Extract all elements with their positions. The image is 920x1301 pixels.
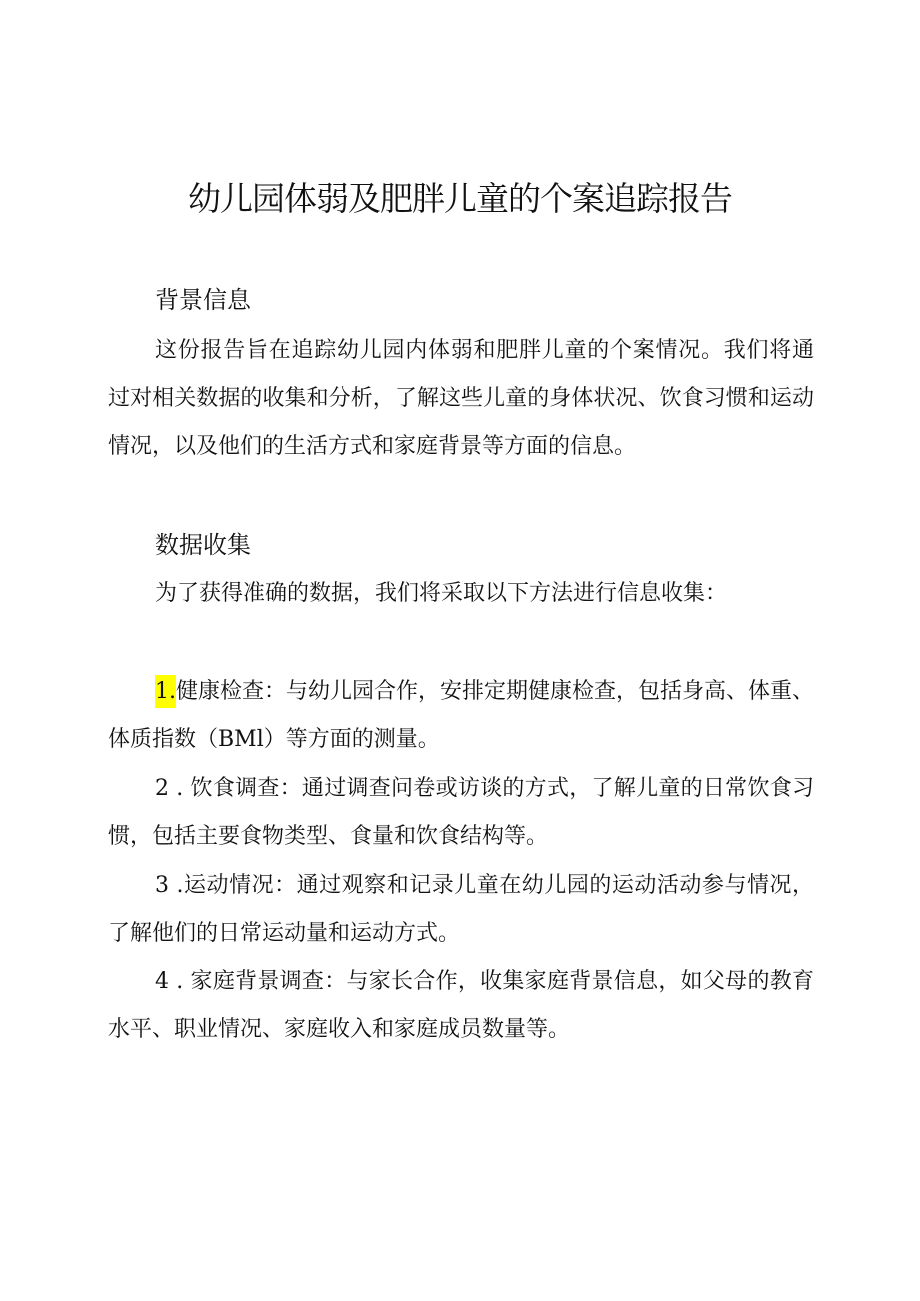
section-heading-background: 背景信息 (155, 286, 251, 314)
list-item-number: 4 . (155, 969, 184, 994)
list-item-exercise (108, 862, 814, 958)
list-item-health-check (108, 668, 814, 764)
section-heading-data-collection: 数据收集 (155, 531, 251, 559)
list-item-number: 2 . (155, 776, 184, 801)
list-item-family-background (108, 958, 814, 1054)
background-paragraph: 这份报告旨在追踪幼儿园内体弱和肥胖儿童的个案情况。我们将通过对相关数据的收集和分析，了解这些儿童的身体状况、饮食习惯和运动情况，以及他们的生活方式和家庭背景等方面的信息。 (108, 338, 814, 459)
list-item-text: 家庭背景调查：与家长合作，收集家庭背景信息，如父母的教育水平、职业情况、家庭收入和家庭成员数量等。 (108, 969, 814, 1042)
document-title: 幼儿园体弱及肥胖儿童的个案追踪报告 (188, 179, 732, 218)
data-collection-intro: 为了获得准确的数据，我们将采取以下方法进行信息收集： (155, 581, 728, 606)
list-item-text: 饮食调查：通过调查问卷或访谈的方式，了解儿童的日常饮食习惯，包括主要食物类型、食量和饮食结构等。 (108, 776, 814, 849)
highlighted-item-number: 1. (155, 675, 176, 708)
list-item-text: 运动情况：通过观察和记录儿童在幼儿园的运动活动参与情况，了解他们的日常运动量和运动方式。 (108, 873, 815, 946)
list-item-diet-survey (108, 765, 814, 861)
list-item-text: 健康检查：与幼儿园合作，安排定期健康检查，包括身高、体重、体质指数（BMl）等方面的测量。 (108, 679, 815, 752)
list-item-number: 3 . (155, 873, 184, 898)
